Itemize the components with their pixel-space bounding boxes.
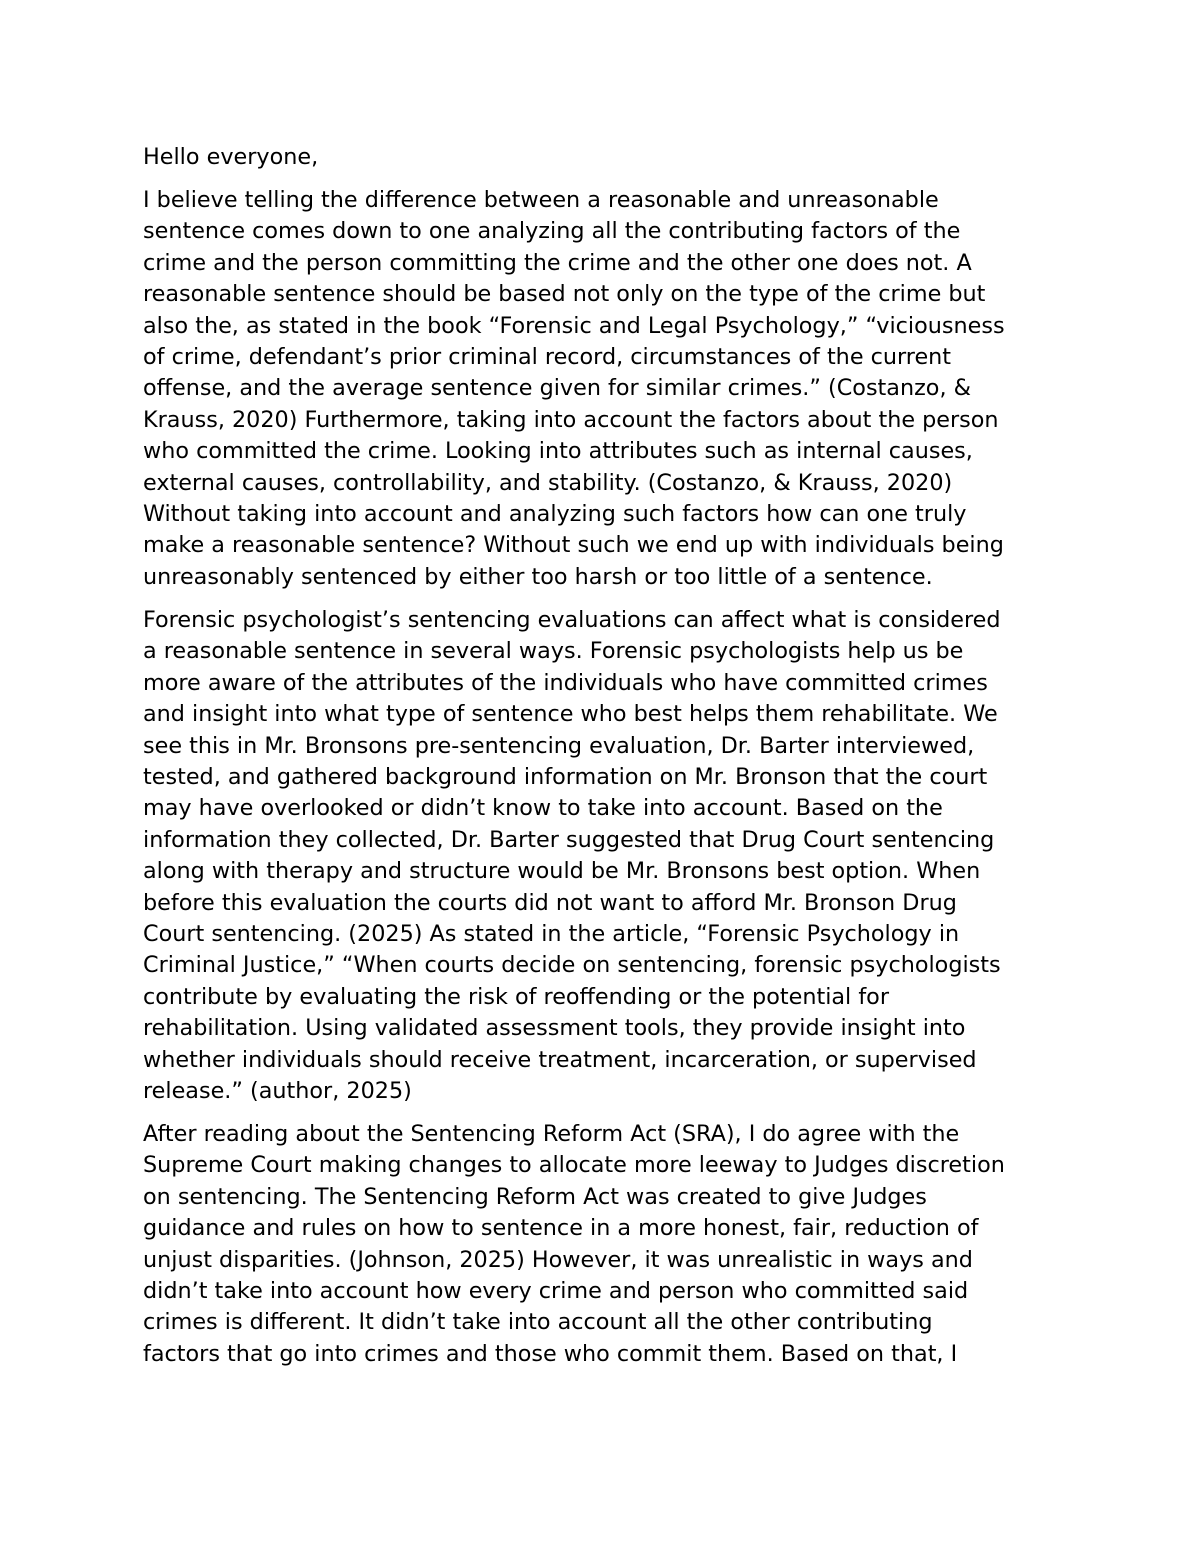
greeting xyxy=(143,142,1073,173)
paragraph-line: and insight into what type of sentence who best helps them rehabilitate. We xyxy=(143,701,998,728)
paragraph-line: along with therapy and structure would be Mr. Bronsons best option. When xyxy=(143,858,981,885)
paragraph-line: reasonable sentence should be based not only on the type of the crime but xyxy=(143,281,986,308)
paragraph-line: a reasonable sentence in several ways. Forensic psychologists help us be xyxy=(143,638,964,665)
document-body xyxy=(143,142,1073,1382)
paragraph-line: crimes is different. It didn’t take into account all the other contributing xyxy=(143,1309,933,1336)
paragraph-line: Supreme Court making changes to allocate more leeway to Judges discretion xyxy=(143,1152,1005,1179)
paragraph-line: release.” (author, 2025) xyxy=(143,1077,412,1104)
paragraph-line: rehabilitation. Using validated assessment tools, they provide insight into xyxy=(143,1015,966,1042)
paragraph-line: unjust disparities. (Johnson, 2025) However, it was unrealistic in ways and xyxy=(143,1246,973,1273)
paragraph-line: Criminal Justice,” “When courts decide on sentencing, forensic psychologists xyxy=(143,952,1001,979)
paragraph-line: contribute by evaluating the risk of reoffending or the potential for xyxy=(143,983,889,1010)
paragraph-line: guidance and rules on how to sentence in a more honest, fair, reduction of xyxy=(143,1215,979,1242)
paragraph-line: Krauss, 2020) Furthermore, taking into account the factors about the person xyxy=(143,406,999,433)
paragraph-line: Court sentencing. (2025) As stated in the article, “Forensic Psychology in xyxy=(143,920,960,947)
paragraph-line: make a reasonable sentence? Without such we end up with individuals being xyxy=(143,532,1004,559)
paragraph-line: factors that go into crimes and those who commit them. Based on that, I xyxy=(143,1340,958,1367)
paragraph-line: see this in Mr. Bronsons pre-sentencing evaluation, Dr. Barter interviewed, xyxy=(143,732,975,759)
paragraph-line: before this evaluation the courts did not want to afford Mr. Bronson Drug xyxy=(143,889,957,916)
paragraph-line: tested, and gathered background information on Mr. Bronson that the court xyxy=(143,763,988,790)
paragraph-line: I believe telling the difference between a reasonable and unreasonable xyxy=(143,187,939,213)
paragraph-line: also the, as stated in the book “Forensic and Legal Psychology,” “viciousness xyxy=(143,312,1005,339)
paragraph-line: information they collected, Dr. Barter suggested that Drug Court sentencing xyxy=(143,826,995,853)
paragraph-line: Forensic psychologist’s sentencing evaluations can affect what is considered xyxy=(143,606,1001,633)
paragraph-line: Without taking into account and analyzing such factors how can one truly xyxy=(143,501,967,528)
paragraph-line: whether individuals should receive treatment, incarceration, or supervised xyxy=(143,1046,977,1073)
paragraph-line: may have overlooked or didn’t know to take into account. Based on the xyxy=(143,795,943,822)
paragraph-line: external causes, controllability, and stability. (Costanzo, & Krauss, 2020) xyxy=(143,469,953,496)
paragraph-line: more aware of the attributes of the individuals who have committed crimes xyxy=(143,669,988,696)
paragraph-line: After reading about the Sentencing Reform Act (SRA), I do agree with the xyxy=(143,1120,960,1147)
paragraph-1 xyxy=(143,185,1073,593)
paragraph-line: of crime, defendant’s prior criminal record, circumstances of the current xyxy=(143,344,952,371)
paragraph-line: unreasonably sentenced by either too harsh or too little of a sentence. xyxy=(143,563,933,590)
paragraph-line: didn’t take into account how every crime and person who committed said xyxy=(143,1278,969,1304)
paragraph-line: who committed the crime. Looking into attributes such as internal causes, xyxy=(143,438,973,465)
paragraph-line: sentence comes down to one analyzing all the contributing factors of the xyxy=(143,218,961,245)
greeting-text: Hello everyone, xyxy=(143,144,319,170)
paragraph-line: on sentencing. The Sentencing Reform Act was created to give Judges xyxy=(143,1183,927,1210)
paragraph-2 xyxy=(143,605,1073,1108)
paragraph-line: crime and the person committing the crime and the other one does not. A xyxy=(143,249,972,276)
paragraph-3 xyxy=(143,1119,1073,1370)
paragraph-line: offense, and the average sentence given for similar crimes.” (Costanzo, & xyxy=(143,375,972,402)
